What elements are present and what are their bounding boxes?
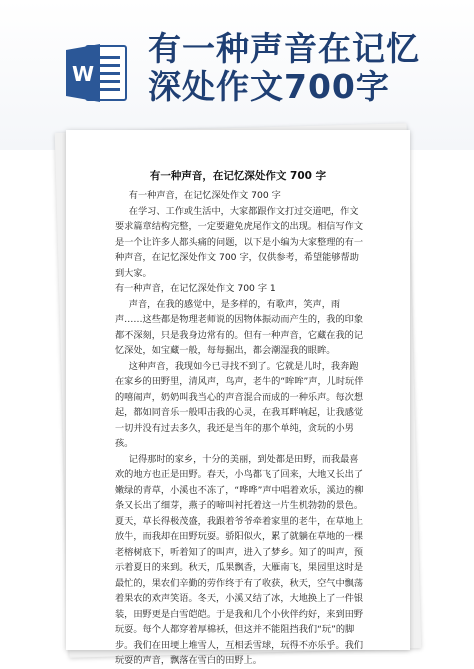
paragraph-3: 记得那时的家乡，十分的美丽，到处都是田野，而我最喜欢的地方也正是田野。春天，小鸟都飞了回来，大地又长出了嫩绿的青草，小溪也不冻了，“哗哗”声中唱着欢乐，溪边的柳条又长出了细芽，燕子的啼叫衬托着这一片生机勃勃的景色。夏天，草长得极茂盛，我跟着爷爷牵着家里的老牛，在草地上放牛，而我却在田野玩耍。骄阳似火，累了就躺在草地的一棵老榕树底下，听着知了的叫声，进入了梦乡。知了的叫声，预示着夏日的来到。秋天，瓜果飘香，大雁南飞，果园里这时是最忙的，果农们辛勤的劳作终于有了收获，秋天，空气中飘荡着果农的欢声笑语。冬天，小溪又结了冰，大地换上了一件银装，田野更是白雪皑皑。于是我和几个小伙伴约好，来到田野玩耍。每个人都穿着厚棉袄，但这并不能阻挡我们“玩”的脚步。我们在田埂上堆雪人，互相丢雪球，玩得不亦乐乎。我们玩耍的声音，飘落在雪白的田野上。 — [115, 453, 364, 666]
document-page — [66, 130, 410, 666]
paragraph-2: 这种声音，我现如今已寻找不到了。它就是儿时，我奔跑在家乡的田野里，清风声，鸟声，老牛的“哞哞”声，儿时玩伴的嘻闹声，奶奶叫我当心的声音混合而成的一种乐声。每次想起，都如同音乐一般叩击我的心灵，在我耳畔响起，让我感觉一切并没有过去多久，我还是当年的那个单纯，贪玩的小男孩。 — [115, 360, 364, 449]
banner-title-line-2: 深处作文700字 — [148, 67, 390, 106]
document-body — [115, 188, 367, 669]
word-icon — [64, 40, 130, 106]
document-title: 有一种声音，在记忆深处作文 700 字 — [149, 170, 327, 182]
banner-title — [148, 30, 468, 106]
document-subtitle: 有一种声音，在记忆深处作文 700 字 — [128, 190, 281, 201]
svg-text:W: W — [71, 62, 95, 86]
paragraph-intro: 在学习、工作或生活中，大家都跟作文打过交道吧，作文要求篇章结构完整，一定要避免虎尾作文的出现。相信写作文是一个让许多人都头痛的问题，以下是小编为大家整理的有一种声音，在记忆深处作文 700 字，仅供参考，希望能够帮助到大家。 — [115, 205, 364, 279]
banner-title-line-1: 有一种声音在记忆 — [148, 29, 420, 68]
section-heading: 有一种声音，在记忆深处作文 700 字 1 — [115, 283, 276, 294]
paragraph-1: 声音，在我的感觉中，是多样的，有歌声，笑声，雨声……这些都是物理老师说的因物体振动而产生的，我的印象都不深刻，只是我身边常有的。但有一种声音，它藏在我的记忆深处，如宝藏一般，每每掘出，都会潮湿我的眼眸。 — [115, 298, 364, 356]
